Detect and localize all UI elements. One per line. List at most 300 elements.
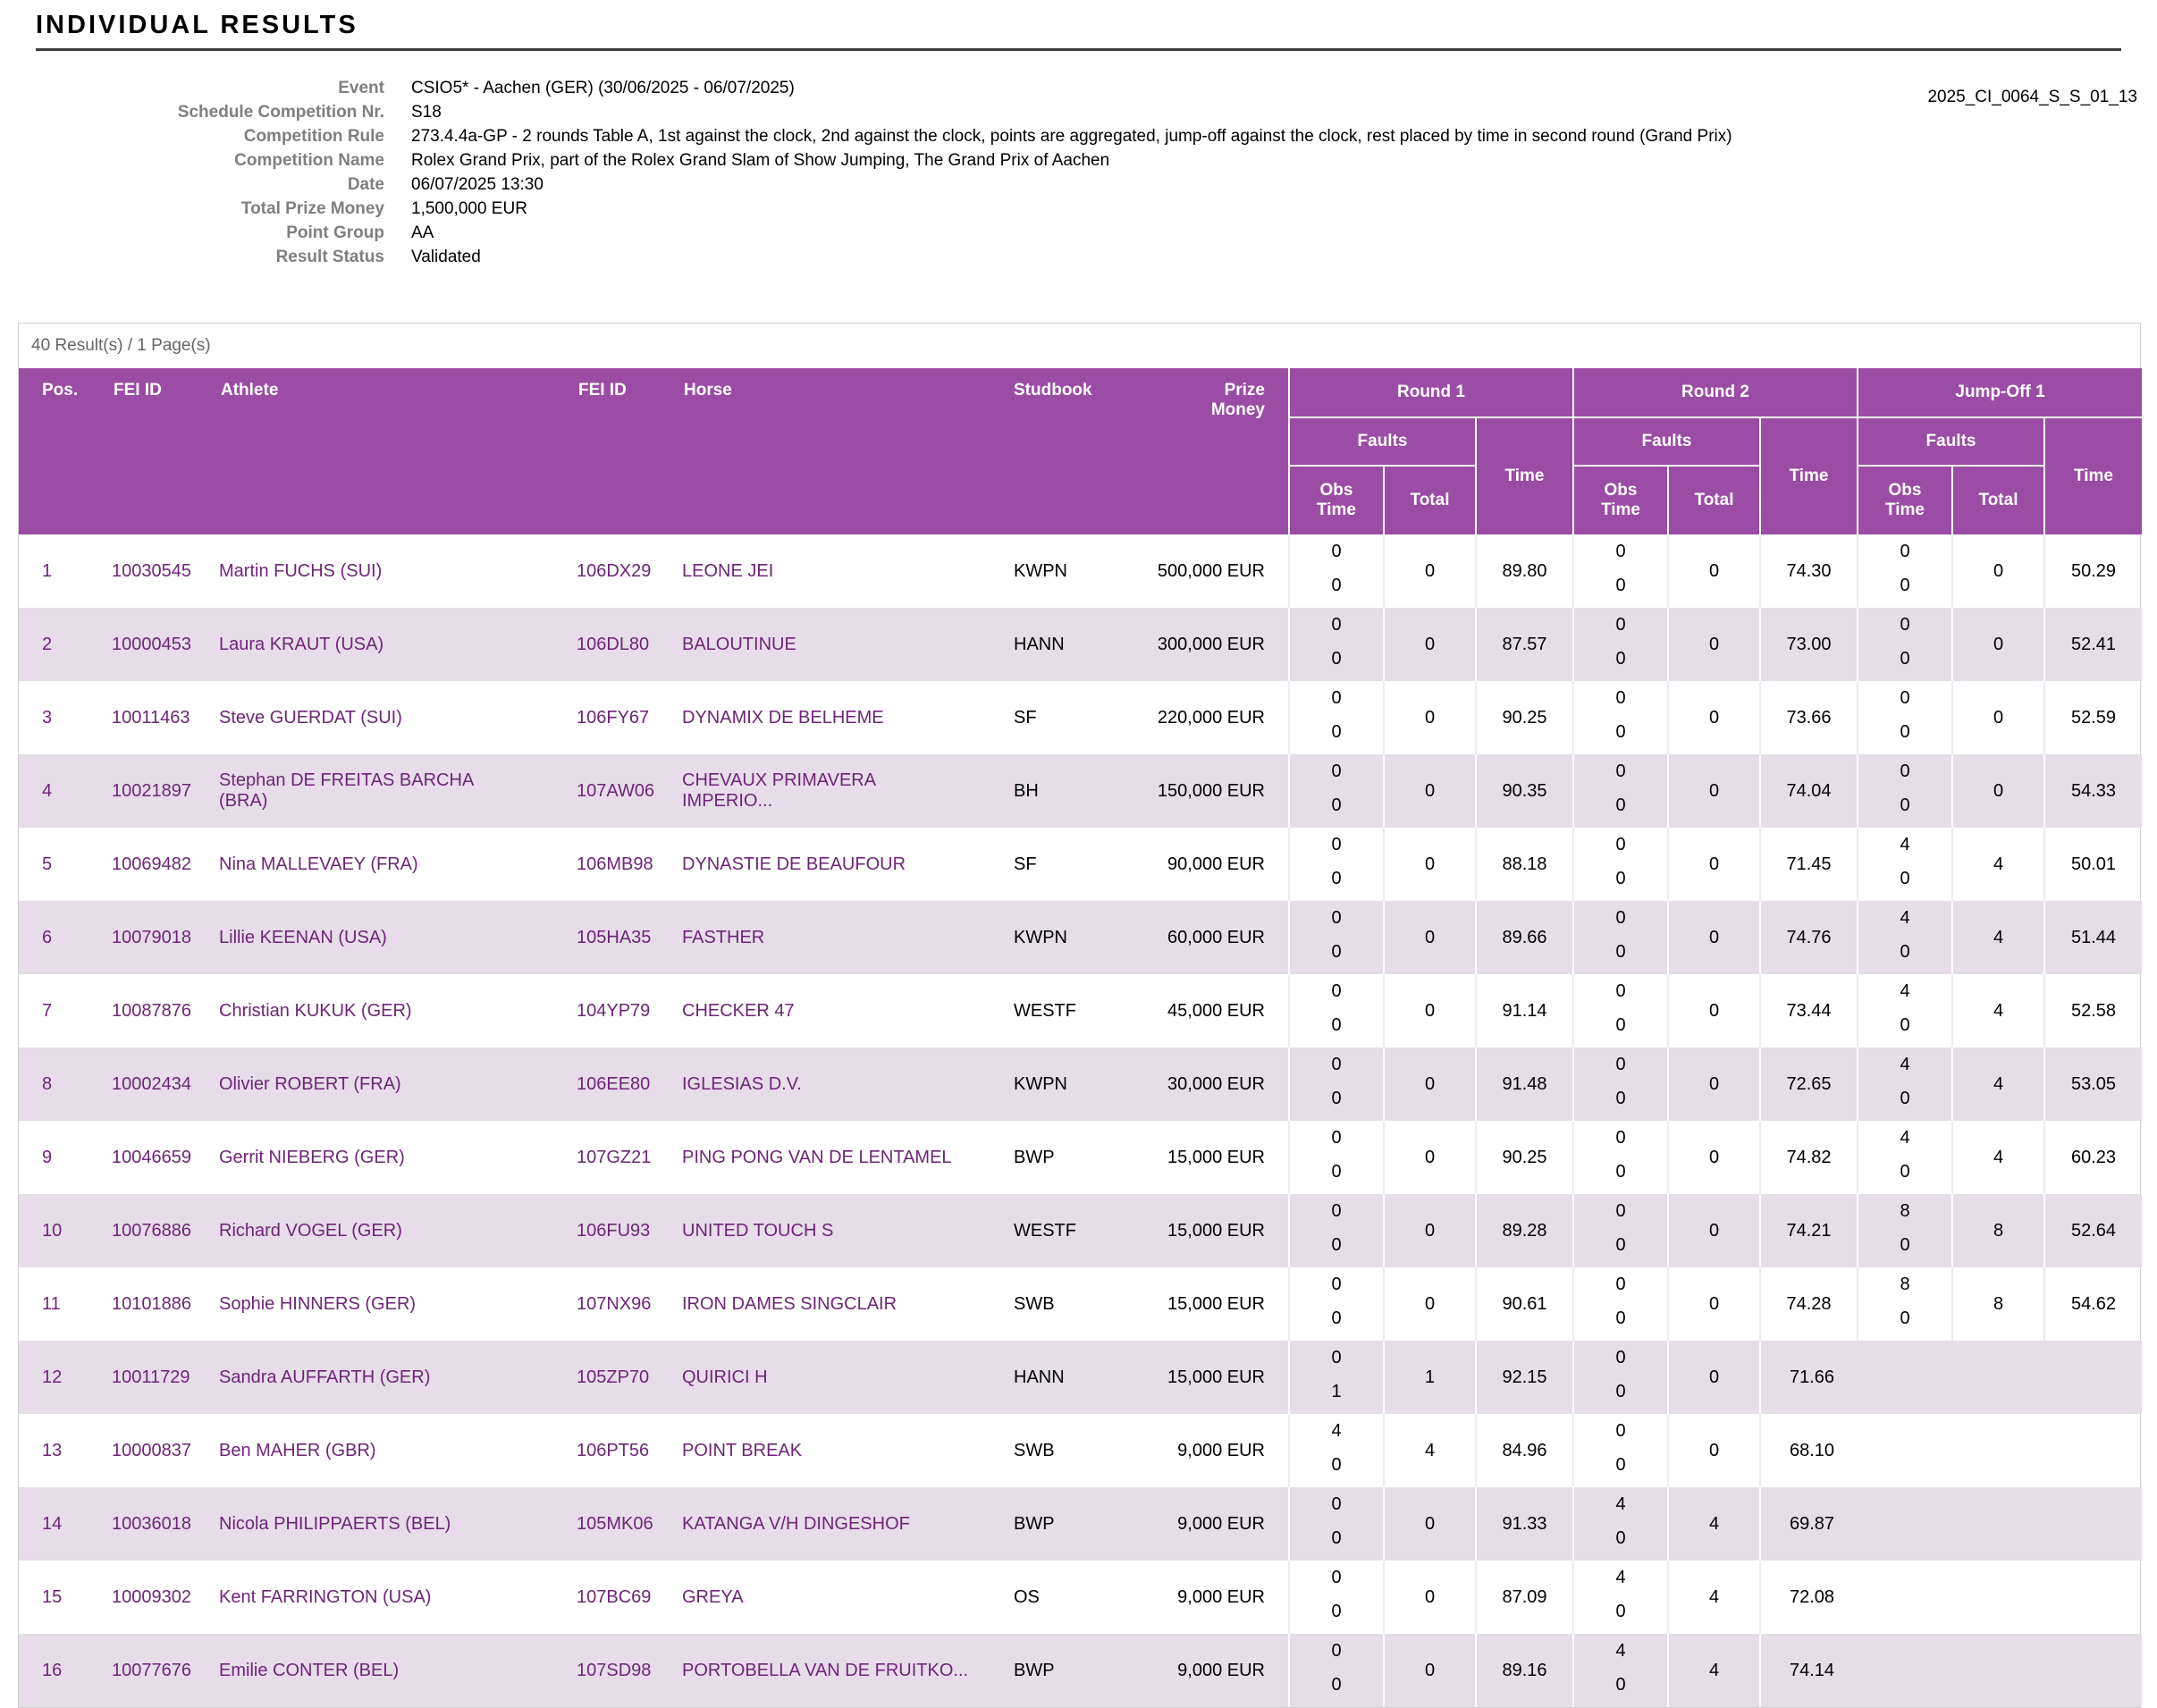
studbook-cell: HANN	[1014, 1367, 1065, 1387]
results-count: 40 Result(s) / 1 Page(s)	[31, 336, 211, 355]
round2-obs-time-cell	[1573, 974, 1668, 1048]
horse-fei-id-link[interactable]: 107BC69	[577, 1586, 652, 1607]
studbook-cell: SWB	[1014, 1293, 1055, 1314]
round1-time-cell: 84.96	[1476, 1414, 1573, 1487]
athlete-link[interactable]: Steve GUERDAT (SUI)	[219, 707, 402, 728]
jumpoff1-time-cell: 52.41	[2044, 608, 2142, 681]
prize-cell: 15,000 EUR	[1167, 1147, 1265, 1167]
round2-obstacle-faults: 0	[1615, 981, 1626, 1001]
athlete-fei-id-link[interactable]: 10079018	[112, 927, 191, 947]
horse-fei-id-link[interactable]: 106FY67	[577, 707, 650, 728]
athlete-link[interactable]: Gerrit NIEBERG (GER)	[219, 1147, 405, 1167]
studbook-cell: KWPN	[1014, 927, 1067, 947]
round1-obs-time-cell	[1289, 754, 1384, 828]
studbook-cell: BWP	[1014, 1660, 1055, 1680]
round1-obs-time-cell	[1289, 534, 1384, 608]
horse-link[interactable]: KATANGA V/H DINGESHOF	[682, 1513, 910, 1534]
title-rule	[36, 48, 2121, 51]
round1-total-cell: 0	[1384, 1048, 1476, 1121]
round2-time-faults: 0	[1615, 1089, 1626, 1108]
round2-obs-time-cell	[1573, 1487, 1668, 1561]
studbook-cell: BWP	[1014, 1513, 1055, 1534]
round2-total-cell: 4	[1668, 1634, 1760, 1707]
pos-cell: 8	[42, 1073, 53, 1094]
jumpoff1-obstacle-faults: 4	[1900, 981, 1910, 1001]
round1-obstacle-faults: 0	[1331, 1348, 1342, 1367]
horse-link[interactable]: QUIRICI H	[682, 1367, 768, 1387]
pos-cell: 10	[42, 1220, 63, 1241]
info-value-schedule-nr: S18	[411, 103, 442, 122]
round1-time-faults: 0	[1331, 1528, 1342, 1548]
col-header-jo-obs-time: Obs Time	[1858, 466, 1952, 534]
round1-time-faults: 0	[1331, 795, 1342, 815]
round1-obs-time-cell	[1289, 974, 1384, 1048]
horse-link[interactable]: BALOUTINUE	[682, 634, 796, 654]
round2-time-faults: 0	[1615, 1675, 1626, 1695]
jumpoff1-total-cell: 8	[1952, 1267, 2044, 1341]
round2-total-cell: 0	[1668, 828, 1760, 901]
athlete-link[interactable]: Martin FUCHS (SUI)	[219, 560, 383, 581]
round1-time-faults: 0	[1331, 649, 1342, 669]
round2-obstacle-faults: 0	[1615, 835, 1626, 854]
info-label-competition-name: Competition Name	[234, 151, 384, 170]
table-row	[19, 1048, 2142, 1121]
athlete-link[interactable]: Nicola PHILIPPAERTS (BEL)	[219, 1513, 451, 1534]
round2-time-faults: 0	[1615, 1235, 1626, 1255]
jumpoff1-time-faults: 0	[1900, 1308, 1910, 1328]
athlete-link[interactable]: Olivier ROBERT (FRA)	[219, 1073, 401, 1094]
horse-fei-id-link[interactable]: 106DX29	[577, 560, 652, 581]
studbook-cell: KWPN	[1014, 1073, 1067, 1094]
round2-obs-time-cell	[1573, 534, 1668, 608]
col-header-r1-faults: Faults	[1289, 417, 1476, 466]
col-header-horse-fei-id: FEI ID	[573, 368, 678, 534]
round2-obstacle-faults: 0	[1615, 1348, 1626, 1367]
athlete-link[interactable]: Laura KRAUT (USA)	[219, 634, 384, 654]
athlete-fei-id-link[interactable]: 10069482	[112, 854, 191, 874]
col-header-r1-obs-time: Obs Time	[1289, 466, 1384, 534]
horse-link[interactable]: POINT BREAK	[682, 1440, 803, 1460]
round1-total-cell: 0	[1384, 608, 1476, 681]
round1-time-faults: 0	[1331, 1675, 1342, 1695]
round1-time-cell: 89.16	[1476, 1634, 1573, 1707]
table-row	[19, 754, 2142, 828]
jumpoff1-time-cell: 52.58	[2044, 974, 2142, 1048]
horse-fei-id-link[interactable]: 107AW06	[577, 780, 655, 801]
jumpoff1-time-cell: 54.62	[2044, 1267, 2142, 1341]
studbook-cell: WESTF	[1014, 1220, 1076, 1241]
round2-time-cell: 74.76	[1760, 901, 1858, 974]
jumpoff1-total-cell: 0	[1952, 534, 2044, 608]
round2-obs-time-cell	[1573, 1414, 1668, 1487]
round1-obs-time-cell	[1289, 1048, 1384, 1121]
table-row	[19, 1414, 2142, 1487]
pos-cell: 3	[42, 707, 53, 728]
pos-cell: 6	[42, 927, 53, 947]
jumpoff1-obs-time-cell	[1858, 1048, 1952, 1121]
round1-obstacle-faults: 0	[1331, 1568, 1342, 1587]
studbook-cell: BH	[1014, 780, 1039, 801]
prize-cell: 9,000 EUR	[1177, 1513, 1265, 1534]
round1-total-cell: 0	[1384, 1194, 1476, 1267]
jumpoff1-obs-time-cell	[1858, 1194, 1952, 1267]
horse-fei-id-link[interactable]: 105ZP70	[577, 1367, 650, 1387]
jumpoff1-time-cell: 52.59	[2044, 681, 2142, 754]
jumpoff1-obs-time-cell	[1858, 828, 1952, 901]
round1-time-cell: 90.61	[1476, 1267, 1573, 1341]
round2-time-cell: 74.21	[1760, 1194, 1858, 1267]
jumpoff1-obstacle-faults: 4	[1900, 1128, 1910, 1148]
athlete-fei-id-link[interactable]: 10002434	[112, 1073, 191, 1094]
round1-total-cell: 1	[1384, 1341, 1476, 1414]
athlete-fei-id-link[interactable]: 10087876	[112, 1000, 191, 1021]
athlete-link[interactable]: Nina MALLEVAEY (FRA)	[219, 854, 418, 874]
athlete-fei-id-link[interactable]: 10046659	[112, 1147, 191, 1167]
pos-cell: 16	[42, 1660, 63, 1680]
horse-link[interactable]: DYNAMIX DE BELHEME	[682, 707, 884, 728]
prize-cell: 15,000 EUR	[1167, 1293, 1265, 1314]
round1-time-faults: 1	[1331, 1382, 1342, 1401]
prize-cell: 60,000 EUR	[1167, 927, 1265, 947]
round2-time-cell: 74.30	[1760, 534, 1858, 608]
athlete-fei-id-link[interactable]: 10077676	[112, 1660, 191, 1680]
round1-total-cell: 0	[1384, 534, 1476, 608]
horse-fei-id-link[interactable]: 107SD98	[577, 1660, 652, 1680]
horse-fei-id-link[interactable]: 106EE80	[577, 1073, 651, 1094]
horse-link[interactable]: LEONE JEI	[682, 560, 774, 581]
round1-time-cell: 90.25	[1476, 681, 1573, 754]
athlete-link[interactable]: Stephan DE FREITAS BARCHA (BRA)	[219, 770, 474, 811]
jumpoff1-time-cell: 51.44	[2044, 901, 2142, 974]
prize-cell: 300,000 EUR	[1157, 634, 1265, 654]
col-header-r1-total: Total	[1384, 466, 1476, 534]
jumpoff1-obstacle-faults: 8	[1900, 1275, 1910, 1294]
round2-total-cell: 0	[1668, 1267, 1760, 1341]
table-row	[19, 1487, 2142, 1561]
col-header-jo-faults: Faults	[1858, 417, 2044, 466]
athlete-link[interactable]: Richard VOGEL (GER)	[219, 1220, 402, 1241]
round2-time-cell: 74.28	[1760, 1267, 1858, 1341]
jumpoff1-obstacle-faults: 0	[1900, 688, 1910, 708]
table-row	[19, 1194, 2142, 1267]
info-value-rule: 273.4.4a-GP - 2 rounds Table A, 1st against the clock, 2nd against the clock, points are aggregated, jump-off against the clock, rest placed by time in second round (Grand Prix)	[411, 127, 1732, 146]
prize-cell: 90,000 EUR	[1167, 854, 1265, 874]
horse-link[interactable]: CHEVAUX PRIMAVERA IMPERIO...	[682, 770, 875, 811]
table-row	[19, 901, 2142, 974]
round2-time-cell: 74.82	[1760, 1121, 1858, 1194]
horse-fei-id-link[interactable]: 105HA35	[577, 927, 652, 947]
col-header-athlete: Athlete	[215, 368, 573, 534]
jumpoff1-time-faults: 0	[1900, 576, 1910, 595]
prize-cell: 15,000 EUR	[1167, 1367, 1265, 1387]
round2-obstacle-faults: 0	[1615, 908, 1626, 928]
jumpoff1-total-cell: 4	[1952, 828, 2044, 901]
round1-obstacle-faults: 0	[1331, 615, 1342, 635]
pos-cell: 15	[42, 1586, 63, 1607]
round1-time-faults: 0	[1331, 1602, 1342, 1621]
round2-time-cell: 68.10	[1760, 1414, 2142, 1487]
table-row	[19, 1267, 2142, 1341]
round2-obs-time-cell	[1573, 1048, 1668, 1121]
round1-time-cell: 89.66	[1476, 901, 1573, 974]
col-header-jo-total: Total	[1952, 466, 2044, 534]
horse-link[interactable]: IGLESIAS D.V.	[682, 1073, 802, 1094]
athlete-fei-id-link[interactable]: 10011463	[112, 707, 190, 728]
col-header-r1-time: Time	[1476, 417, 1573, 534]
prize-cell: 9,000 EUR	[1177, 1586, 1265, 1607]
round1-obstacle-faults: 0	[1331, 761, 1342, 781]
round2-time-faults: 0	[1615, 1602, 1626, 1621]
pos-cell: 11	[42, 1293, 61, 1314]
jumpoff1-obs-time-cell	[1858, 901, 1952, 974]
horse-link[interactable]: UNITED TOUCH S	[682, 1220, 834, 1241]
round1-time-faults: 0	[1331, 1162, 1342, 1182]
round2-time-faults: 0	[1615, 869, 1626, 888]
jumpoff1-time-cell: 60.23	[2044, 1121, 2142, 1194]
round1-time-cell: 92.15	[1476, 1341, 1573, 1414]
round1-total-cell: 0	[1384, 974, 1476, 1048]
jumpoff1-total-cell: 0	[1952, 754, 2044, 828]
round2-obs-time-cell	[1573, 1634, 1668, 1707]
horse-fei-id-link[interactable]: 106MB98	[577, 854, 653, 874]
athlete-fei-id-link[interactable]: 10076886	[112, 1220, 191, 1241]
round1-obstacle-faults: 0	[1331, 542, 1342, 561]
round2-obs-time-cell	[1573, 608, 1668, 681]
jumpoff1-obstacle-faults: 0	[1900, 542, 1910, 561]
info-value-date: 06/07/2025 13:30	[411, 175, 543, 194]
jumpoff1-obs-time-cell	[1858, 534, 1952, 608]
round1-time-faults: 0	[1331, 722, 1342, 742]
jumpoff1-time-cell: 50.29	[2044, 534, 2142, 608]
round1-obs-time-cell	[1289, 1634, 1384, 1707]
jumpoff1-obs-time-cell	[1858, 974, 1952, 1048]
round1-time-faults: 0	[1331, 1015, 1342, 1035]
jumpoff1-obstacle-faults: 8	[1900, 1201, 1910, 1221]
round1-time-cell: 91.14	[1476, 974, 1573, 1048]
horse-fei-id-link[interactable]: 107NX96	[577, 1293, 652, 1314]
jumpoff1-obstacle-faults: 0	[1900, 761, 1910, 781]
round2-obs-time-cell	[1573, 754, 1668, 828]
col-header-studbook: Studbook	[1008, 368, 1138, 534]
round1-time-cell: 90.25	[1476, 1121, 1573, 1194]
horse-fei-id-link[interactable]: 106PT56	[577, 1440, 650, 1460]
athlete-link[interactable]: Ben MAHER (GBR)	[219, 1440, 376, 1460]
round2-obstacle-faults: 0	[1615, 688, 1626, 708]
horse-link[interactable]: IRON DAMES SINGCLAIR	[682, 1293, 897, 1314]
round2-time-cell: 72.08	[1760, 1561, 2142, 1634]
jumpoff1-time-faults: 0	[1900, 869, 1910, 888]
horse-fei-id-link[interactable]: 107GZ21	[577, 1147, 652, 1167]
jumpoff1-obstacle-faults: 0	[1900, 615, 1910, 635]
round1-obs-time-cell	[1289, 1561, 1384, 1634]
table-row	[19, 608, 2142, 681]
horse-link[interactable]: PORTOBELLA VAN DE FRUITKO...	[682, 1660, 969, 1680]
round2-obstacle-faults: 0	[1615, 1055, 1626, 1074]
pos-cell: 5	[42, 854, 53, 874]
round2-obs-time-cell	[1573, 828, 1668, 901]
round2-time-cell: 71.66	[1760, 1341, 2142, 1414]
athlete-fei-id-link[interactable]: 10101886	[112, 1293, 191, 1314]
horse-link[interactable]: CHECKER 47	[682, 1000, 795, 1021]
jumpoff1-obs-time-cell	[1858, 1267, 1952, 1341]
document-id: 2025_CI_0064_S_S_01_13	[1927, 88, 2137, 106]
round1-total-cell: 0	[1384, 1561, 1476, 1634]
round2-total-cell: 0	[1668, 754, 1760, 828]
round2-time-faults: 0	[1615, 1308, 1626, 1328]
athlete-link[interactable]: Kent FARRINGTON (USA)	[219, 1586, 432, 1607]
studbook-cell: HANN	[1014, 634, 1065, 654]
table-row	[19, 974, 2142, 1048]
jumpoff1-time-cell: 53.05	[2044, 1048, 2142, 1121]
round1-total-cell: 4	[1384, 1414, 1476, 1487]
round2-obstacle-faults: 4	[1615, 1641, 1626, 1661]
horse-link[interactable]: PING PONG VAN DE LENTAMEL	[682, 1147, 952, 1167]
round2-obstacle-faults: 0	[1615, 615, 1626, 635]
round2-total-cell: 0	[1668, 1414, 1760, 1487]
jumpoff1-total-cell: 4	[1952, 974, 2044, 1048]
jumpoff1-obstacle-faults: 4	[1900, 908, 1910, 928]
prize-cell: 9,000 EUR	[1177, 1440, 1265, 1460]
jumpoff1-obs-time-cell	[1858, 608, 1952, 681]
round2-total-cell: 0	[1668, 1048, 1760, 1121]
athlete-fei-id-link[interactable]: 10021897	[112, 780, 191, 801]
event-info-block	[36, 76, 2157, 269]
col-header-jo-time: Time	[2044, 417, 2142, 534]
athlete-link[interactable]: Sophie HINNERS (GER)	[219, 1293, 417, 1314]
jumpoff1-time-faults: 0	[1900, 1162, 1910, 1182]
round1-time-faults: 0	[1331, 1235, 1342, 1255]
round2-time-cell: 73.44	[1760, 974, 1858, 1048]
studbook-cell: BWP	[1014, 1147, 1055, 1167]
round1-total-cell: 0	[1384, 754, 1476, 828]
prize-cell: 220,000 EUR	[1157, 707, 1265, 728]
horse-fei-id-link[interactable]: 106FU93	[577, 1220, 651, 1241]
round1-obs-time-cell	[1289, 1487, 1384, 1561]
jumpoff1-total-cell: 4	[1952, 1121, 2044, 1194]
col-header-round2: Round 2	[1573, 368, 1858, 417]
col-header-athlete-fei-id: FEI ID	[108, 368, 215, 534]
round1-time-cell: 91.33	[1476, 1487, 1573, 1561]
round1-total-cell: 0	[1384, 901, 1476, 974]
athlete-fei-id-link[interactable]: 10036018	[112, 1513, 191, 1534]
round2-total-cell: 0	[1668, 1121, 1760, 1194]
athlete-link[interactable]: Emilie CONTER (BEL)	[219, 1660, 400, 1680]
table-row	[19, 1561, 2142, 1634]
jumpoff1-time-faults: 0	[1900, 1015, 1910, 1035]
jumpoff1-obs-time-cell	[1858, 1121, 1952, 1194]
jumpoff1-total-cell: 8	[1952, 1194, 2044, 1267]
round2-obstacle-faults: 0	[1615, 1421, 1626, 1441]
round1-obstacle-faults: 0	[1331, 1201, 1342, 1221]
round1-obstacle-faults: 0	[1331, 688, 1342, 708]
col-header-r2-obs-time: Obs Time	[1573, 466, 1668, 534]
info-label-prize-money: Total Prize Money	[240, 199, 384, 218]
col-header-r2-total: Total	[1668, 466, 1760, 534]
round2-total-cell: 0	[1668, 1341, 1760, 1414]
round1-obstacle-faults: 0	[1331, 1641, 1342, 1661]
round2-total-cell: 0	[1668, 534, 1760, 608]
round2-time-faults: 0	[1615, 942, 1626, 962]
round2-time-faults: 0	[1615, 722, 1626, 742]
horse-link[interactable]: GREYA	[682, 1586, 744, 1607]
pos-cell: 14	[42, 1513, 63, 1534]
round2-time-faults: 0	[1615, 1015, 1626, 1035]
prize-cell: 45,000 EUR	[1167, 1000, 1265, 1021]
athlete-fei-id-link[interactable]: 10009302	[112, 1586, 191, 1607]
jumpoff1-obstacle-faults: 4	[1900, 1055, 1910, 1074]
round2-total-cell: 4	[1668, 1561, 1760, 1634]
jumpoff1-time-cell: 54.33	[2044, 754, 2142, 828]
col-header-r2-time: Time	[1760, 417, 1858, 534]
round2-time-cell: 74.14	[1760, 1634, 2142, 1707]
round2-time-faults: 0	[1615, 649, 1626, 669]
athlete-link[interactable]: Christian KUKUK (GER)	[219, 1000, 412, 1021]
round1-obstacle-faults: 4	[1331, 1421, 1342, 1441]
jumpoff1-time-faults: 0	[1900, 722, 1910, 742]
athlete-link[interactable]: Sandra AUFFARTH (GER)	[219, 1367, 431, 1387]
info-label-date: Date	[347, 175, 384, 194]
jumpoff1-time-faults: 0	[1900, 649, 1910, 669]
athlete-fei-id-link[interactable]: 10000837	[112, 1440, 191, 1460]
round2-obstacle-faults: 0	[1615, 542, 1626, 561]
round1-obstacle-faults: 0	[1331, 981, 1342, 1001]
athlete-link[interactable]: Lillie KEENAN (USA)	[219, 927, 387, 947]
horse-fei-id-link[interactable]: 106DL80	[577, 634, 650, 654]
round1-obstacle-faults: 0	[1331, 1055, 1342, 1074]
round2-obstacle-faults: 0	[1615, 761, 1626, 781]
jumpoff1-total-cell: 0	[1952, 608, 2044, 681]
pos-cell: 9	[42, 1147, 53, 1167]
info-label-point-group: Point Group	[286, 223, 384, 242]
pos-cell: 2	[42, 634, 53, 654]
round1-total-cell: 0	[1384, 1634, 1476, 1707]
col-header-prize-money-label: Prize Money	[1210, 381, 1265, 419]
pos-cell: 7	[42, 1000, 53, 1021]
round1-time-faults: 0	[1331, 576, 1342, 595]
round2-time-faults: 0	[1615, 1455, 1626, 1475]
round1-obstacle-faults: 0	[1331, 1128, 1342, 1148]
round1-obs-time-cell	[1289, 1121, 1384, 1194]
round2-obstacle-faults: 0	[1615, 1275, 1626, 1294]
round1-obs-time-cell	[1289, 1267, 1384, 1341]
round2-obs-time-cell	[1573, 1121, 1668, 1194]
round1-time-cell: 87.09	[1476, 1561, 1573, 1634]
round2-obs-time-cell	[1573, 1267, 1668, 1341]
round1-total-cell: 0	[1384, 1267, 1476, 1341]
table-row	[19, 828, 2142, 901]
results-table	[19, 368, 2142, 1707]
athlete-fei-id-link[interactable]: 10000453	[112, 634, 191, 654]
horse-link[interactable]: FASTHER	[682, 927, 765, 947]
athlete-fei-id-link[interactable]: 10011729	[112, 1367, 190, 1387]
horse-fei-id-link[interactable]: 104YP79	[577, 1000, 651, 1021]
round1-obs-time-cell	[1289, 681, 1384, 754]
horse-link[interactable]: DYNASTIE DE BEAUFOUR	[682, 854, 906, 874]
col-header-jumpoff1: Jump-Off 1	[1858, 368, 2142, 417]
pos-cell: 12	[42, 1367, 63, 1387]
studbook-cell: SF	[1014, 707, 1037, 728]
jumpoff1-time-cell: 52.64	[2044, 1194, 2142, 1267]
round1-total-cell: 0	[1384, 1121, 1476, 1194]
round1-obs-time-cell	[1289, 1341, 1384, 1414]
col-header-r2-faults: Faults	[1573, 417, 1760, 466]
jumpoff1-obs-time-cell	[1858, 681, 1952, 754]
horse-fei-id-link[interactable]: 105MK06	[577, 1513, 653, 1534]
col-header-pos: Pos.	[19, 368, 108, 534]
athlete-fei-id-link[interactable]: 10030545	[112, 560, 191, 581]
round2-obs-time-cell	[1573, 1194, 1668, 1267]
pos-cell: 4	[42, 780, 53, 801]
